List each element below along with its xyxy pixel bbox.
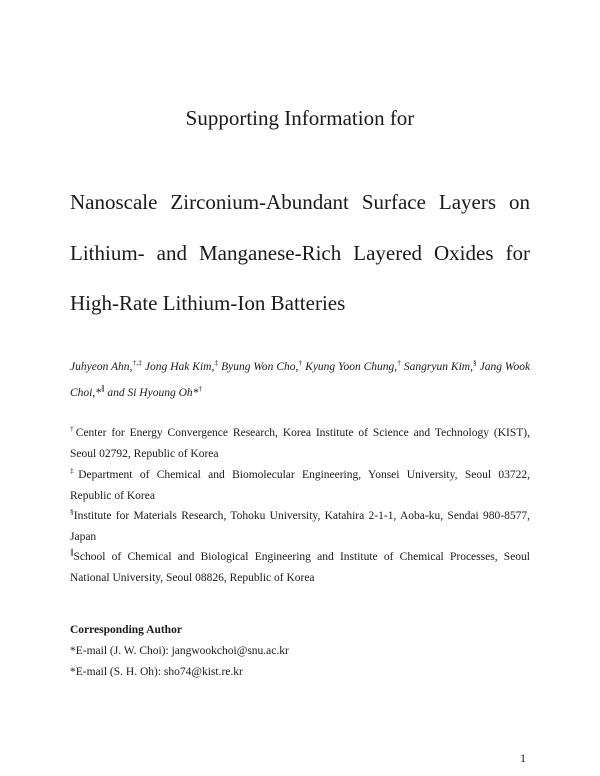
author-affiliation-mark: †,‡ [132,358,142,367]
affiliation-snu [70,542,530,589]
affiliation-text: Republic of Korea [70,490,155,502]
affiliation-text: School of Chemical and Biological Engineering and Institute of Chemical Processes, Seoul [73,551,530,563]
author-name: Juhyeon Ahn, [70,361,133,373]
affiliation-mark: § [70,507,74,516]
corresponding-asterisk: * [192,387,199,399]
affiliation-tohoku [70,501,530,548]
affiliation-mark: † [70,424,76,433]
page-number: 1 [520,751,526,765]
affiliation-text: Institute for Materials Research, Tohoku University, Katahira 2-1-1, Aoba-ku, Sendai 980-8577, [73,510,530,522]
affiliation-text: Japan [70,531,97,543]
author-name: Jong Hak Kim, [144,361,215,373]
author-affiliation-mark: ‡ [214,358,219,367]
corresponding-asterisk: * [95,387,101,399]
affiliation-mark: ∥ [70,548,74,557]
author-affiliation-mark: § [472,358,477,367]
corresponding-author-heading: Corresponding Author [70,624,182,636]
affiliation-text: National University, Seoul 08826, Republic of Korea [70,572,315,584]
email-choi: *E-mail (J. W. Choi): jangwookchoi@snu.ac.kr [70,645,289,657]
author-name: and Si Hyoung Oh [107,387,193,399]
paper-title-line-2: Lithium- and Manganese-Rich Layered Oxides for [70,241,530,265]
supporting-info-heading: Supporting Information for [185,106,415,130]
author-affiliation-mark: † [397,358,401,367]
affiliation-kist [70,418,530,465]
author-name: Sangryun Kim, [403,361,473,373]
affiliation-text: Seoul 02792, Republic of Korea [70,448,219,460]
paper-title-line-1: Nanoscale Zirconium-Abundant Surface Layers on [70,190,530,214]
affiliation-text: Department of Chemical and Biomolecular Engineering, Yonsei University, Seoul 03722, [78,469,530,481]
affiliation-text: Center for Energy Convergence Research, Korea Institute of Science and Technology (KIST), [75,427,530,439]
author-affiliation-mark: † [198,384,203,393]
paper-title-line-3: High-Rate Lithium-Ion Batteries [70,291,346,315]
affiliation-mark: ‡ [70,466,79,475]
email-oh: *E-mail (S. H. Oh): sho74@kist.re.kr [70,666,243,678]
author-affiliation-mark: † [298,358,303,367]
affiliation-yonsei [70,460,530,507]
author-name: Byung Won Cho, [221,361,299,373]
author-list [70,352,530,404]
author-name: Kyung Yoon Chung, [305,361,398,373]
author-affiliation-mark: ∥ [101,384,105,393]
author-name: Jang Wook Choi, [70,361,531,399]
